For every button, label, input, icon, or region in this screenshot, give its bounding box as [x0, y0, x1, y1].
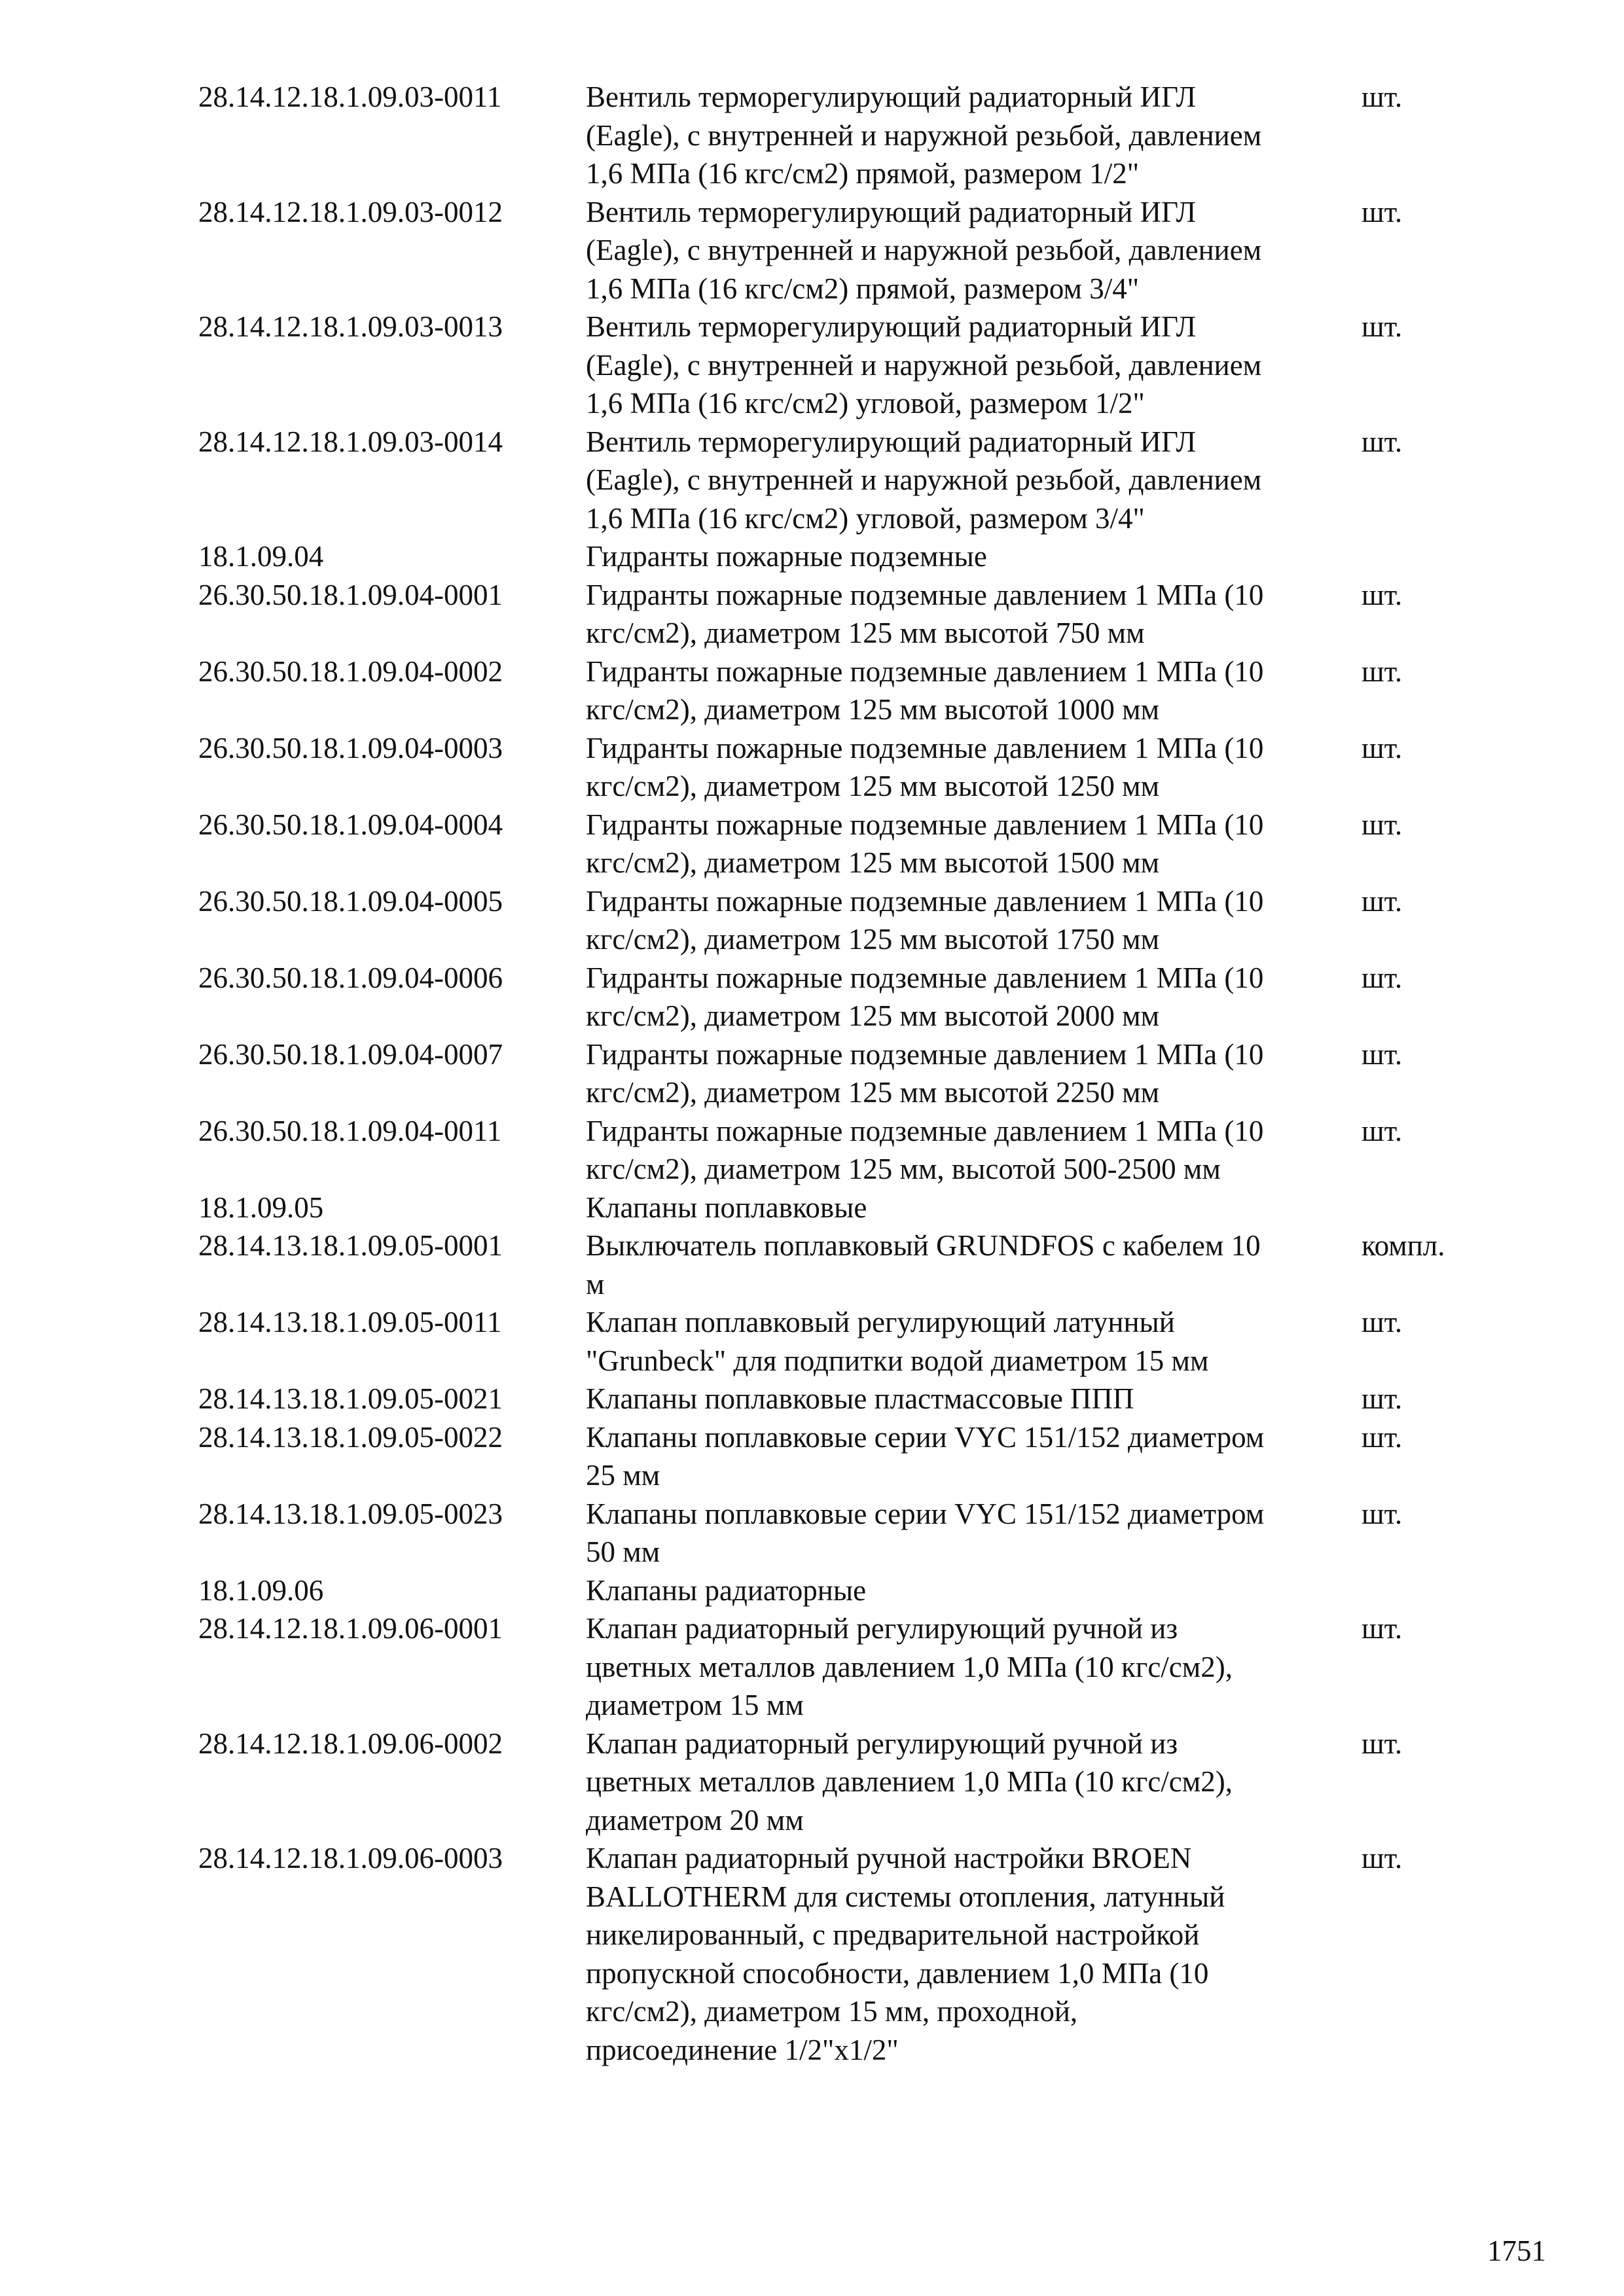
- description-line: диаметром 20 мм: [586, 1803, 804, 1837]
- item-code: 28.14.12.18.1.09.06-0001: [198, 1612, 503, 1645]
- description-line: 1,6 МПа (16 кгс/см2) угловой, размером 1/2": [586, 387, 1145, 420]
- description-line: Гидранты пожарные подземные: [586, 540, 987, 573]
- description-line: никелированный, с предварительной настройкой: [586, 1918, 1200, 1951]
- item-code: 28.14.13.18.1.09.05-0023: [198, 1497, 503, 1530]
- item-unit: шт.: [1362, 1420, 1403, 1454]
- description-line: Вентиль терморегулирующий радиаторный ИГЛ: [586, 81, 1197, 113]
- item-description: [586, 1495, 1362, 1571]
- item-unit: шт.: [1362, 1612, 1403, 1645]
- description-line: цветных металлов давлением 1,0 МПа (10 кгс/см2),: [586, 1650, 1233, 1683]
- item-code: 26.30.50.18.1.09.04-0011: [198, 1114, 502, 1147]
- item-code: 26.30.50.18.1.09.04-0007: [198, 1037, 503, 1071]
- description-line: 1,6 МПа (16 кгс/см2) угловой, размером 3/4": [586, 501, 1145, 535]
- description-line: кгс/см2), диаметром 15 мм, проходной,: [586, 1995, 1078, 2028]
- catalog-row: [198, 423, 1507, 538]
- description-line: Выключатель поплавковый GRUNDFOS с кабелем 10: [586, 1229, 1261, 1262]
- description-line: (Eagle), с внутренней и наружной резьбой, давлением: [586, 234, 1262, 266]
- item-code: 18.1.09.05: [198, 1191, 324, 1224]
- description-line: присоединение 1/2"x1/2": [586, 2033, 899, 2066]
- item-code: 28.14.12.18.1.09.03-0011: [198, 81, 502, 113]
- description-line: 50 мм: [586, 1535, 660, 1568]
- item-description: [586, 1380, 1362, 1418]
- catalog-row: [198, 653, 1507, 729]
- description-line: 1,6 МПа (16 кгс/см2) прямой, размером 1/2": [586, 157, 1140, 190]
- catalog-row: [198, 1725, 1507, 1840]
- catalog-row: [198, 959, 1507, 1035]
- item-unit: шт.: [1362, 310, 1403, 343]
- description-line: Вентиль терморегулирующий радиаторный ИГЛ: [586, 310, 1197, 343]
- description-line: Гидранты пожарные подземные давлением 1 МПа (10: [586, 731, 1264, 764]
- item-code: 26.30.50.18.1.09.04-0003: [198, 731, 503, 764]
- catalog-row: [198, 1418, 1507, 1495]
- section-row: [198, 537, 1507, 576]
- description-line: Клапаны радиаторные: [586, 1573, 867, 1607]
- description-line: кгс/см2), диаметром 125 мм высотой 1000 мм: [586, 693, 1160, 726]
- description-line: кгс/см2), диаметром 125 мм, высотой 500-2500 мм: [586, 1153, 1221, 1185]
- catalog-row: [198, 308, 1507, 423]
- description-line: 25 мм: [586, 1459, 660, 1492]
- item-code: 28.14.13.18.1.09.05-0011: [198, 1306, 502, 1338]
- catalog-row: [198, 1609, 1507, 1725]
- catalog-row: [198, 1035, 1507, 1112]
- item-unit: шт.: [1362, 731, 1403, 764]
- description-line: (Eagle), с внутренней и наружной резьбой, давлением: [586, 118, 1262, 152]
- description-line: Клапан поплавковый регулирующий латунный: [586, 1306, 1175, 1338]
- item-code: 26.30.50.18.1.09.04-0006: [198, 961, 503, 994]
- description-line: 1,6 МПа (16 кгс/см2) прямой, размером 3/4": [586, 272, 1140, 305]
- item-description: [586, 882, 1362, 959]
- catalog-table: [198, 78, 1507, 2069]
- item-unit: шт.: [1362, 1037, 1403, 1071]
- description-line: кгс/см2), диаметром 125 мм высотой 2250 мм: [586, 1076, 1160, 1109]
- item-unit: шт.: [1362, 1497, 1403, 1530]
- item-description: [586, 537, 1362, 576]
- description-line: Клапан радиаторный ручной настройки BROEN: [586, 1842, 1192, 1874]
- catalog-row: [198, 193, 1507, 308]
- description-line: кгс/см2), диаметром 125 мм высотой 2000 мм: [586, 999, 1160, 1032]
- item-unit: шт.: [1362, 808, 1403, 841]
- item-code: 28.14.12.18.1.09.03-0014: [198, 425, 503, 458]
- description-line: Гидранты пожарные подземные давлением 1 МПа (10: [586, 1114, 1264, 1147]
- description-line: Клапаны поплавковые серии VYC 151/152 диаметром: [586, 1497, 1265, 1530]
- item-description: [586, 729, 1362, 806]
- item-unit: шт.: [1362, 1727, 1403, 1760]
- description-line: Клапан радиаторный регулирующий ручной из: [586, 1612, 1178, 1645]
- item-description: [586, 1112, 1362, 1189]
- item-description: [586, 1303, 1362, 1380]
- description-line: Гидранты пожарные подземные давлением 1 МПа (10: [586, 884, 1264, 918]
- description-line: Клапан радиаторный регулирующий ручной из: [586, 1727, 1178, 1760]
- description-line: кгс/см2), диаметром 125 мм высотой 1750 мм: [586, 923, 1160, 956]
- description-line: Гидранты пожарные подземные давлением 1 МПа (10: [586, 655, 1264, 688]
- catalog-row: [198, 1112, 1507, 1189]
- catalog-row: [198, 1495, 1507, 1571]
- description-line: Клапаны поплавковые: [586, 1191, 867, 1224]
- item-code: 26.30.50.18.1.09.04-0001: [198, 578, 503, 611]
- description-line: кгс/см2), диаметром 125 мм высотой 1250 мм: [586, 770, 1160, 802]
- catalog-row: [198, 882, 1507, 959]
- item-description: [586, 423, 1362, 538]
- description-line: диаметром 15 мм: [586, 1689, 804, 1721]
- description-line: Вентиль терморегулирующий радиаторный ИГЛ: [586, 425, 1197, 458]
- item-description: [586, 308, 1362, 423]
- item-code: 28.14.12.18.1.09.03-0013: [198, 310, 503, 343]
- item-unit: шт.: [1362, 1306, 1403, 1338]
- catalog-row: [198, 1839, 1507, 2069]
- item-code: 26.30.50.18.1.09.04-0004: [198, 808, 503, 841]
- description-line: м: [586, 1267, 605, 1300]
- page-number: 1751: [1487, 2234, 1546, 2267]
- item-unit: шт.: [1362, 1842, 1403, 1874]
- item-code: 28.14.13.18.1.09.05-0021: [198, 1382, 503, 1415]
- item-unit: шт.: [1362, 961, 1403, 994]
- description-line: Клапаны поплавковые серии VYC 151/152 диаметром: [586, 1420, 1265, 1454]
- description-line: Гидранты пожарные подземные давлением 1 МПа (10: [586, 961, 1264, 994]
- item-description: [586, 1035, 1362, 1112]
- item-code: 26.30.50.18.1.09.04-0002: [198, 655, 503, 688]
- item-description: [586, 576, 1362, 653]
- item-code: 28.14.12.18.1.09.06-0003: [198, 1842, 503, 1874]
- catalog-row: [198, 1227, 1507, 1303]
- item-unit: шт.: [1362, 195, 1403, 228]
- catalog-row: [198, 78, 1507, 193]
- description-line: пропускной способности, давлением 1,0 МПа (10: [586, 1956, 1209, 1990]
- catalog-row: [198, 729, 1507, 806]
- section-row: [198, 1571, 1507, 1610]
- catalog-row: [198, 1380, 1507, 1418]
- description-line: (Eagle), с внутренней и наружной резьбой, давлением: [586, 463, 1262, 496]
- item-description: [586, 806, 1362, 882]
- description-line: Гидранты пожарные подземные давлением 1 МПа (10: [586, 578, 1264, 611]
- item-description: [586, 1418, 1362, 1495]
- description-line: BALLOTHERM для системы отопления, латунный: [586, 1880, 1225, 1913]
- item-description: [586, 959, 1362, 1035]
- item-code: 28.14.13.18.1.09.05-0022: [198, 1420, 503, 1454]
- item-code: 28.14.12.18.1.09.03-0012: [198, 195, 503, 228]
- item-code: 28.14.13.18.1.09.05-0001: [198, 1229, 503, 1262]
- item-unit: шт.: [1362, 1114, 1403, 1147]
- item-code: 18.1.09.06: [198, 1573, 324, 1607]
- item-unit: шт.: [1362, 884, 1403, 918]
- description-line: Вентиль терморегулирующий радиаторный ИГЛ: [586, 195, 1197, 228]
- item-code: 26.30.50.18.1.09.04-0005: [198, 884, 503, 918]
- description-line: кгс/см2), диаметром 125 мм высотой 750 мм: [586, 617, 1145, 649]
- description-line: "Grunbeck" для подпитки водой диаметром 15 мм: [586, 1344, 1209, 1377]
- item-unit: шт.: [1362, 655, 1403, 688]
- item-unit: шт.: [1362, 425, 1403, 458]
- description-line: (Eagle), с внутренней и наружной резьбой, давлением: [586, 348, 1262, 382]
- item-code: 18.1.09.04: [198, 540, 324, 573]
- item-description: [586, 1609, 1362, 1725]
- description-line: Клапаны поплавковые пластмассовые ППП: [586, 1382, 1134, 1415]
- item-description: [586, 193, 1362, 308]
- catalog-row: [198, 576, 1507, 653]
- item-description: [586, 1227, 1362, 1303]
- description-line: Гидранты пожарные подземные давлением 1 МПа (10: [586, 1037, 1264, 1071]
- catalog-row: [198, 1303, 1507, 1380]
- item-code: 28.14.12.18.1.09.06-0002: [198, 1727, 503, 1760]
- item-unit: шт.: [1362, 1382, 1403, 1415]
- item-description: [586, 1571, 1362, 1610]
- catalog-row: [198, 806, 1507, 882]
- item-description: [586, 78, 1362, 193]
- item-unit: компл.: [1362, 1229, 1445, 1262]
- description-line: цветных металлов давлением 1,0 МПа (10 кгс/см2),: [586, 1765, 1233, 1798]
- description-line: кгс/см2), диаметром 125 мм высотой 1500 мм: [586, 846, 1160, 879]
- section-row: [198, 1189, 1507, 1227]
- item-description: [586, 1725, 1362, 1840]
- item-description: [586, 1839, 1362, 2069]
- item-description: [586, 1189, 1362, 1227]
- item-description: [586, 653, 1362, 729]
- item-unit: шт.: [1362, 81, 1403, 113]
- description-line: Гидранты пожарные подземные давлением 1 МПа (10: [586, 808, 1264, 841]
- item-unit: шт.: [1362, 578, 1403, 611]
